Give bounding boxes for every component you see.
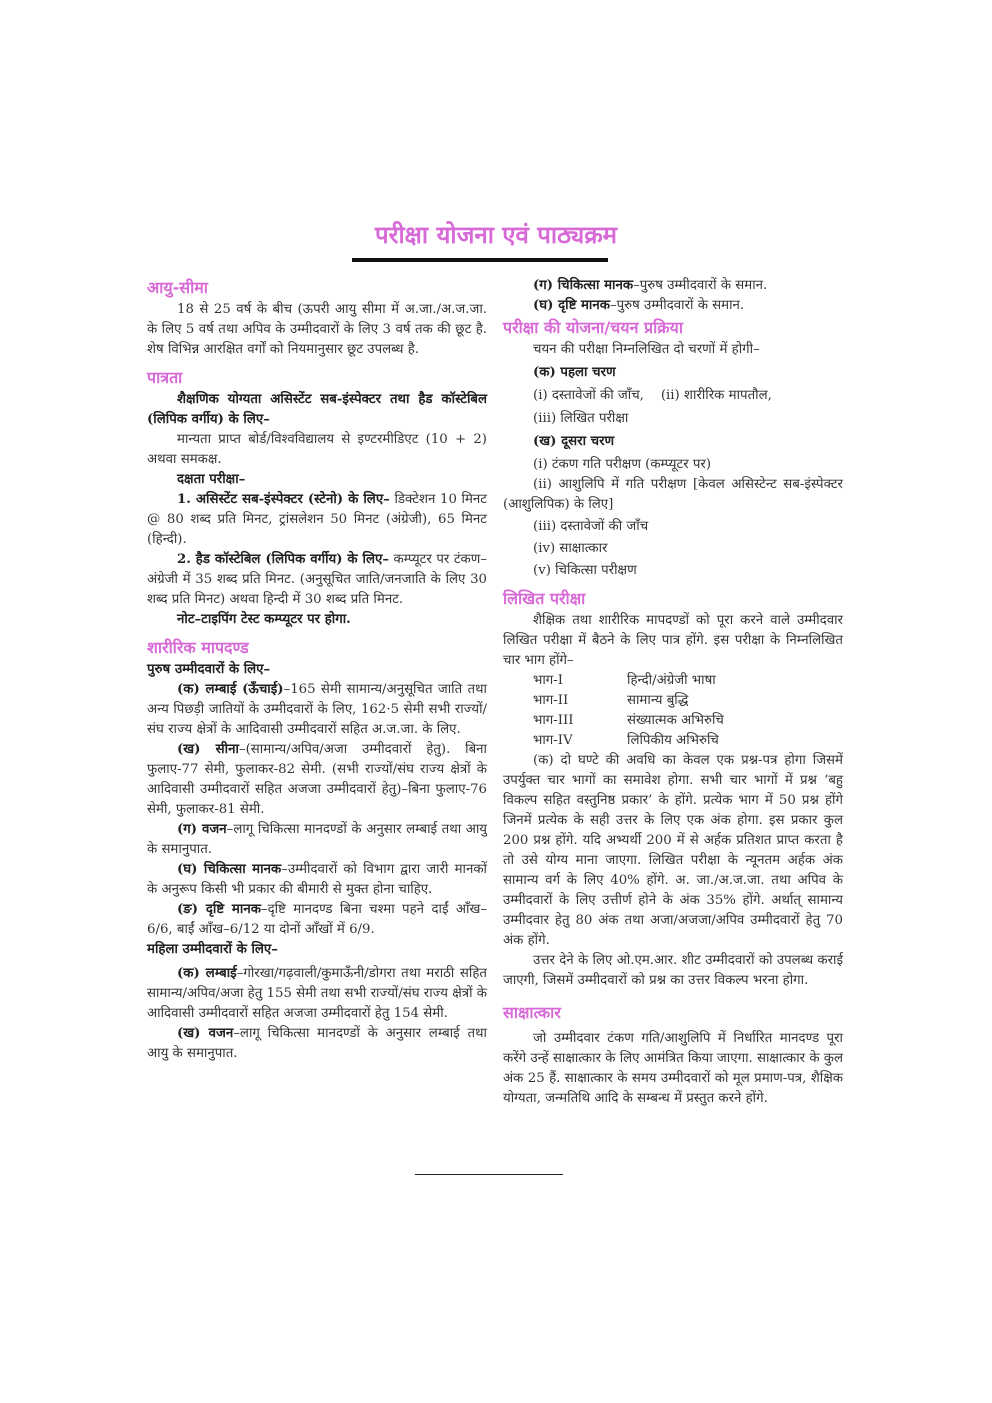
stage-item: (v) चिकित्सा परीक्षण [533, 563, 637, 578]
part-subject: सामान्य बुद्धि [627, 693, 689, 708]
written-exam-intro: शैक्षिक तथा शारीरिक मापदण्डों को पूरा करने वाले उम्मीदवार लिखित परीक्षा में बैठने के लिए पात्र होंगे. इस परीक्षा के निम्नलिखित चार भाग होंगे– [503, 613, 843, 668]
omr-sheet-note: उत्तर देने के लिए ओ.एम.आर. शीट उम्मीदवारों को उपलब्ध कराई जाएगी, जिसमें उम्मीदवारों को प्रश्न का उत्तर विकल्प भरना होगा. [503, 953, 843, 988]
item-lead: (घ) दृष्टि मानक [533, 298, 610, 313]
item-text: –165 सेमी सामान्य/अनुसूचित जाति तथा अन्य पिछड़ी जातियों के उम्मीदवारों के लिए, 162·5 सेमी सभी राज्यों/संघ राज्य क्षेत्रों के आदिवासी उम्मीदवारों सहित अ.ज.जा. के लिए. [147, 682, 487, 737]
female-item [503, 276, 843, 296]
age-paragraph: 18 से 25 वर्ष के बीच (ऊपरी आयु सीमा में अ.जा./अ.ज.जा. के लिए 5 वर्ष तथा अपिव के उम्मीदवारों के लिए 3 वर्ष तक की छूट है. शेष विभिन्न आरक्षित वर्गों को नियमानुसार छूट उपलब्ध है. [147, 302, 487, 357]
eligibility-heading: पात्रता [147, 368, 183, 387]
female-item [147, 1024, 487, 1064]
part-subject: संख्यात्मक अभिरुचि [627, 713, 724, 728]
stage2-label: (ख) दूसरा चरण [533, 434, 615, 449]
stage1-items [503, 386, 843, 406]
age-heading: आयु-सीमा [147, 278, 208, 297]
stage-item: (i) दस्तावेजों की जाँच, [533, 388, 644, 403]
physical-standards-heading: शारीरिक मापदण्ड [147, 638, 249, 657]
skill-test-1-lead: 1. असिस्टेंट सब-इंस्पेक्टर (स्टेनो) के लिए– [177, 492, 390, 507]
item-lead: (क) लम्बाई [177, 966, 237, 981]
right-column [503, 276, 843, 1109]
stage-item: (ii) शारीरिक मापतौल, [660, 388, 772, 403]
male-item [147, 860, 487, 900]
interview-paragraph: जो उम्मीदवार टंकण गति/आशुलिपि में निर्धारित मानदण्ड पूरा करेंगे उन्हें साक्षात्कार के लिए आमंत्रित किया जाएगा. साक्षात्कार के कुल अंक 25 हैं. साक्षात्कार के समय उम्मीदवारों को मूल प्रमाण-पत्र, शैक्षिक योग्यता, जन्मतिथि आदि के सम्बन्ध में प्रस्तुत करने होंगे. [503, 1031, 843, 1106]
part-label: भाग-II [533, 693, 569, 708]
part-label: भाग-IV [533, 733, 573, 748]
skill-test-label: दक्षता परीक्षा– [177, 472, 246, 487]
exam-part-row [533, 731, 843, 751]
item-lead: (ख) वजन [177, 1026, 234, 1041]
item-text: –पुरुष उम्मीदवारों के समान. [609, 298, 745, 313]
item-lead: (ग) वजन [177, 822, 227, 837]
stage1-label: (क) पहला चरण [533, 365, 616, 380]
title-underline [352, 258, 608, 262]
written-exam-details: (क) दो घण्टे की अवधि का केवल एक प्रश्न-पत्र होगा जिसमें उपर्युक्त चार भागों का समावेश होगा. सभी चार भागों में प्रश्न ‘बहु विकल्प सहित वस्तुनिष्ठ प्रकार’ के होंगे. प्रत्येक भाग में 50 प्रश्न होंगे जिनमें प्रत्येक के सही उत्तर के लिए एक अंक होगा. इस प्रकार कुल 200 प्रश्न होंगे. यदि अभ्यर्थी 200 में से अर्हक प्रतिशत प्राप्त करता है तो उसे योग्य माना जाएगा. लिखित परीक्षा के न्यूनतम अर्हक अंक सामान्य वर्ग के लिए 40% होंगे. अ. जा./अ.ज.जा. तथा अपिव के उम्मीदवारों के लिए उत्तीर्ण होने के अंक 35% होंगे. अर्थात् सामान्य उम्मीदवार हेतु 80 अंक तथा अजा/अजजा/अपिव उम्मीदवारों हेतु 70 अंक होंगे. [503, 753, 843, 948]
female-item [147, 964, 487, 1024]
skill-test-1 [147, 490, 487, 550]
written-exam-heading: लिखित परीक्षा [503, 589, 586, 608]
item-text: –गोरखा/गढ़वाली/कुमाऊँनी/डोगरा तथा मराठी सहित सामान्य/अपिव/अजा हेतु 155 सेमी तथा सभी राज्यों/संघ राज्य क्षेत्रों के आदिवासी उम्मीदवारों सहित अजजा उम्मीदवारों हेतु 154 सेमी. [147, 966, 487, 1021]
stage-item: (iii) दस्तावेजों की जाँच [533, 519, 649, 534]
exam-part-row [533, 671, 843, 691]
item-text: –लागू चिकित्सा मानदण्डों के अनुसार लम्बाई तथा आयु के समानुपात. [147, 1026, 487, 1061]
scheme-intro: चयन की परीक्षा निम्नलिखित दो चरणों में होगी– [533, 342, 760, 357]
exam-part-row [533, 691, 843, 711]
stage-item: (i) टंकण गति परीक्षण (कम्प्यूटर पर) [533, 457, 712, 472]
item-lead: (घ) चिकित्सा मानक [177, 862, 282, 877]
stage-item: (ii) आशुलिपि में गति परीक्षण [केवल असिस्टेन्ट सब-इंस्पेक्टर (आशुलिपिक) के लिए] [503, 477, 843, 512]
left-column [147, 276, 487, 1064]
male-label: पुरुष उम्मीदवारों के लिए– [147, 662, 271, 677]
female-item [503, 296, 843, 316]
item-text: –(सामान्य/अपिव/अजा उम्मीदवारों हेतु). बिना फुलाए-77 सेमी, फुलाकर-82 सेमी. (सभी राज्यों/संघ राज्य क्षेत्रों के आदिवासी उम्मीदवारों सहित अजजा उम्मीदवारों हेतु)–बिना फुलाए-76 सेमी, फुलाकर-81 सेमी. [147, 742, 487, 817]
item-text: –दृष्टि मानदण्ड बिना चश्मा पहने दाईं आँख–6/6, बाईं आँख–6/12 या दोनों आँखों में 6/9. [147, 902, 487, 937]
interview-heading: साक्षात्कार [503, 1003, 561, 1022]
male-item [147, 740, 487, 820]
item-lead: (ग) चिकित्सा मानक [533, 278, 634, 293]
scheme-heading: परीक्षा की योजना/चयन प्रक्रिया [503, 318, 683, 337]
skill-test-2 [147, 550, 487, 610]
part-subject: हिन्दी/अंग्रेजी भाषा [627, 673, 716, 688]
eligibility-detail: मान्यता प्राप्त बोर्ड/विश्वविद्यालय से इण्टरमीडिएट (10 + 2) अथवा समकक्ष. [147, 432, 487, 467]
skill-test-2-lead: 2. हैड कॉस्टेबिल (लिपिक वर्गीय) के लिए– [177, 552, 390, 567]
item-lead: (ख) सीना [177, 742, 239, 757]
eligibility-qualification: शैक्षणिक योग्यता असिस्टेंट सब-इंस्पेक्टर तथा हैड कॉस्टेबिल (लिपिक वर्गीय) के लिए– [147, 392, 487, 427]
female-label: महिला उम्मीदवारों के लिए– [147, 942, 278, 957]
skill-test-2-text: कम्प्यूटर पर टंकण–अंग्रेजी में 35 शब्द प्रति मिनट. (अनुसूचित जाति/जनजाति के लिए 30 शब्द प्रति मिनट) अथवा हिन्दी में 30 शब्द प्रति मिनट. [147, 552, 487, 607]
stage-item: (iii) लिखित परीक्षा [533, 411, 629, 426]
male-item [147, 900, 487, 940]
stage-item: (iv) साक्षात्कार [533, 541, 608, 556]
part-subject: लिपिकीय अभिरुचि [627, 733, 719, 748]
part-label: भाग-I [533, 673, 564, 688]
item-text: –पुरुष उम्मीदवारों के समान. [633, 278, 768, 293]
exam-part-row [533, 711, 843, 731]
skill-test-1-text: डिक्टेशन 10 मिनट @ 80 शब्द प्रति मिनट, ट्रांसलेशन 50 मिनट (अंग्रेजी), 65 मिनट (हिन्दी). [147, 492, 488, 547]
page-title: परीक्षा योजना एवं पाठ्यक्रम [375, 221, 617, 249]
item-text: –लागू चिकित्सा मानदण्डों के अनुसार लम्बाई तथा आयु के समानुपात. [147, 822, 487, 857]
male-item [147, 820, 487, 860]
exam-parts-list [503, 671, 843, 751]
male-item [147, 680, 487, 740]
typing-note: नोट–टाइपिंग टेस्ट कम्प्यूटर पर होगा. [177, 612, 351, 627]
item-text: –उम्मीदवारों को विभाग द्वारा जारी मानकों के अनुरूप किसी भी प्रकार की बीमारी से मुक्त होना चाहिए. [147, 862, 487, 897]
part-label: भाग-III [533, 713, 574, 728]
item-lead: (क) लम्बाई (ऊँचाई) [177, 682, 284, 697]
item-lead: (ङ) दृष्टि मानक [177, 902, 261, 917]
end-rule [415, 1174, 563, 1175]
